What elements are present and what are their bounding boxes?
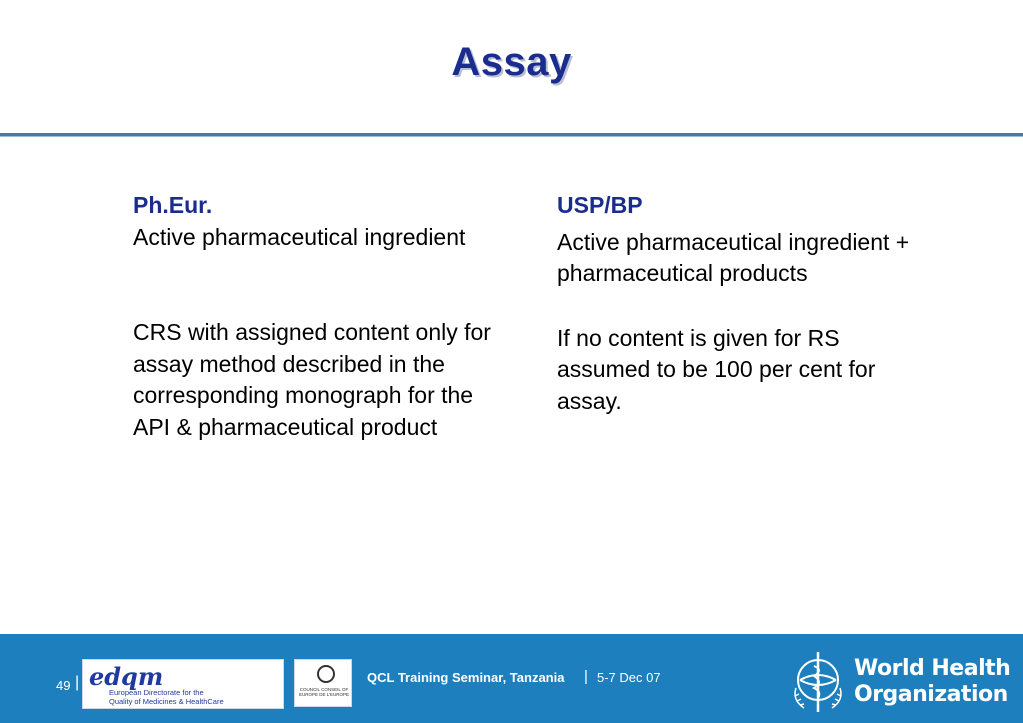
page-number: 49: [56, 678, 71, 693]
edqm-logo: [82, 659, 284, 709]
footer-separator: |: [584, 668, 588, 685]
left-column-subheading: Active pharmaceutical ingredient: [133, 223, 466, 250]
seminar-name: QCL Training Seminar, Tanzania: [367, 670, 565, 685]
coe-logo-text: COUNCIL CONSEIL OF EUROPE DE L'EUROPE: [298, 687, 350, 697]
right-column-heading: USP/BP: [557, 192, 643, 218]
who-name-line2: Organization: [854, 682, 1008, 707]
edqm-logo-text: [109, 688, 224, 706]
who-name-line1: World Health: [854, 656, 1011, 681]
edqm-text-line2: Quality of Medicines & HealthCare: [109, 697, 224, 706]
left-column-body: CRS with assigned content only for assay method described in the corresponding monograph for the API & pharmaceutical product: [133, 319, 491, 440]
who-emblem-icon: [790, 648, 846, 716]
right-column-body: If no content is given for RS assumed to be 100 per cent for assay.: [557, 324, 876, 414]
right-column: [557, 190, 917, 417]
seminar-date: 5-7 Dec 07: [597, 670, 661, 685]
title-divider-shadow: [0, 136, 1023, 137]
edqm-mark: [89, 662, 163, 691]
right-column-subheading: Active pharmaceutical ingredient + pharmaceutical products: [557, 228, 910, 286]
coe-emblem-icon: [317, 665, 335, 683]
edqm-text-line1: European Directorate for the: [109, 688, 204, 697]
council-of-europe-logo: [294, 659, 352, 707]
who-name: [854, 656, 1010, 708]
left-column-heading: Ph.Eur.: [133, 192, 213, 218]
edqm-mark-text: edqm: [89, 662, 164, 691]
left-column: [133, 190, 493, 443]
page-number-separator: |: [75, 674, 80, 691]
slide-title: Assay: [451, 40, 572, 84]
